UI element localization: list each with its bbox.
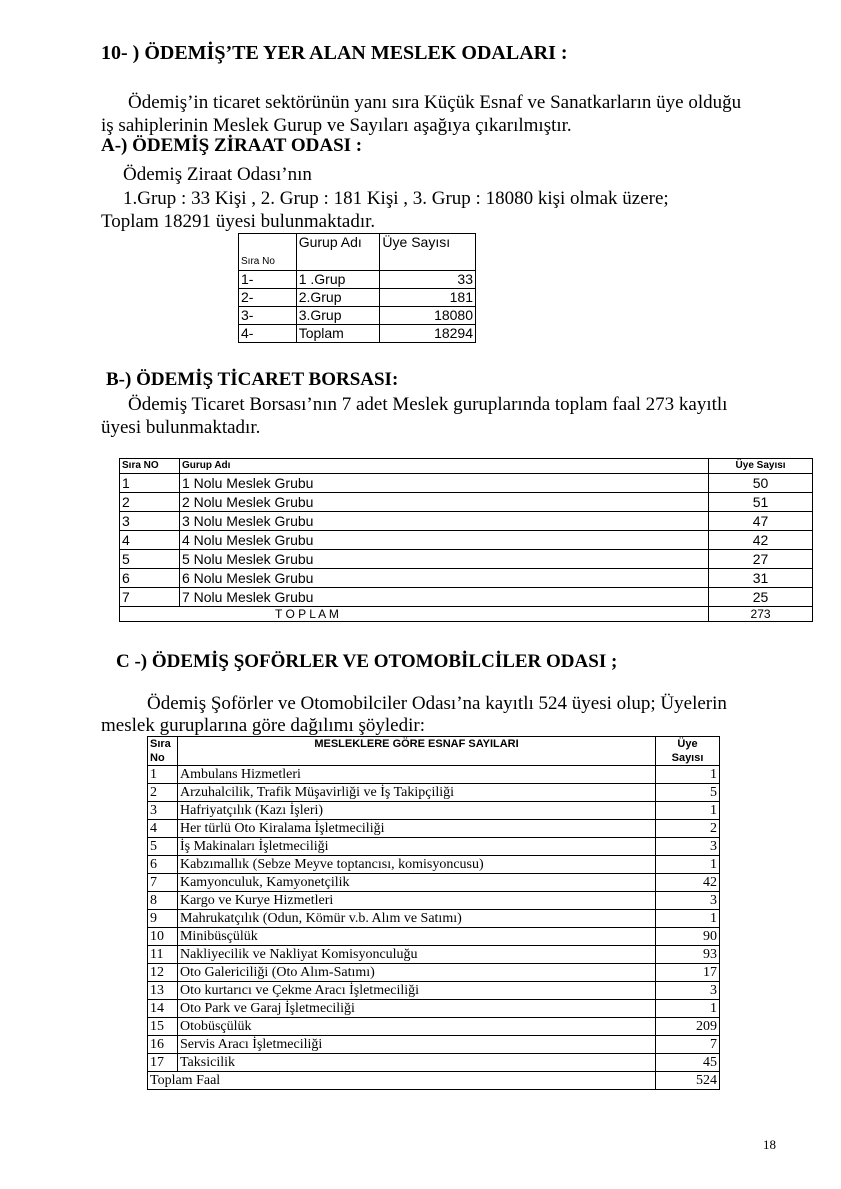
table-row <box>148 892 720 910</box>
row-no: 17 <box>148 1054 178 1072</box>
section-b-line-2: üyesi bulunmaktadır. <box>101 417 261 438</box>
row-count: 45 <box>656 1054 720 1072</box>
row-count: 18294 <box>380 325 476 343</box>
row-no: 2 <box>148 784 178 802</box>
row-group: 4 Nolu Meslek Grubu <box>179 531 708 550</box>
table-row <box>148 820 720 838</box>
row-count: 7 <box>656 1036 720 1054</box>
header-meslek: MESLEKLERE GÖRE ESNAF SAYILARI <box>177 737 655 766</box>
row-no: 9 <box>148 910 178 928</box>
table-row <box>120 474 813 493</box>
table-row <box>148 1000 720 1018</box>
row-group: 1 .Grup <box>296 271 380 289</box>
table-row <box>148 964 720 982</box>
header-gurup-adi: Gurup Adı <box>179 459 708 474</box>
table-total-row <box>120 607 813 622</box>
table-row <box>120 493 813 512</box>
section-a-line-1: Ödemiş Ziraat Odası’nın <box>123 164 312 185</box>
row-no: 4 <box>148 820 178 838</box>
table-row <box>148 928 720 946</box>
section-a-line-2: 1.Grup : 33 Kişi , 2. Grup : 181 Kişi , 3. Grup : 18080 kişi olmak üzere; <box>123 188 669 209</box>
table-row <box>148 910 720 928</box>
row-group: 7 Nolu Meslek Grubu <box>179 588 708 607</box>
row-group: Oto Galericiliği (Oto Alım-Satımı) <box>177 964 655 982</box>
row-group: Kabzımallık (Sebze Meyve toptancısı, komisyoncusu) <box>177 856 655 874</box>
header-sira-no: Sıra No <box>239 234 297 271</box>
table-header-row <box>148 737 720 766</box>
row-count: 17 <box>656 964 720 982</box>
row-group: Oto Park ve Garaj İşletmeciliği <box>177 1000 655 1018</box>
row-group: Servis Aracı İşletmeciliği <box>177 1036 655 1054</box>
table-row <box>148 982 720 1000</box>
row-count: 3 <box>656 982 720 1000</box>
row-no: 15 <box>148 1018 178 1036</box>
row-count: 1 <box>656 1000 720 1018</box>
row-group: 5 Nolu Meslek Grubu <box>179 550 708 569</box>
ticaret-borsasi-table <box>119 458 813 622</box>
row-group: 6 Nolu Meslek Grubu <box>179 569 708 588</box>
row-group: Kargo ve Kurye Hizmetleri <box>177 892 655 910</box>
row-group: Mahrukatçılık (Odun, Kömür v.b. Alım ve Satımı) <box>177 910 655 928</box>
row-no: 10 <box>148 928 178 946</box>
header-sira-no <box>148 737 178 766</box>
row-group: Otobüsçülük <box>177 1018 655 1036</box>
row-no: 5 <box>148 838 178 856</box>
total-label: Toplam Faal <box>148 1072 656 1090</box>
table-row <box>120 512 813 531</box>
table-row <box>120 531 813 550</box>
section-a-heading: A-) ÖDEMİŞ ZİRAAT ODASI : <box>101 135 363 156</box>
row-no: 2 <box>120 493 180 512</box>
header-uye-sayisi: Üye Sayısı <box>380 234 476 271</box>
row-count: 90 <box>656 928 720 946</box>
row-count: 1 <box>656 802 720 820</box>
total-value: 524 <box>656 1072 720 1090</box>
row-group: 3.Grup <box>296 307 380 325</box>
row-group: Arzuhalcilik, Trafik Müşavirliği ve İş Takipçiliği <box>177 784 655 802</box>
header-uye-sayisi <box>656 737 720 766</box>
row-no: 14 <box>148 1000 178 1018</box>
header-sira-no-line-1: Sıra <box>150 738 171 750</box>
section-c-line-2: meslek guruplarına göre dağılımı şöyledir: <box>101 715 425 736</box>
table-row <box>148 1036 720 1054</box>
row-count: 3 <box>656 838 720 856</box>
table-header-row <box>120 459 813 474</box>
table-header-row <box>239 234 476 271</box>
row-group: 1 Nolu Meslek Grubu <box>179 474 708 493</box>
section-c-line-1: Ödemiş Şoförler ve Otomobilciler Odası’na kayıtlı 524 üyesi olup; Üyelerin <box>147 693 727 714</box>
row-group: Hafriyatçılık (Kazı İşleri) <box>177 802 655 820</box>
row-no: 16 <box>148 1036 178 1054</box>
row-count: 1 <box>656 856 720 874</box>
section-b-heading: B-) ÖDEMİŞ TİCARET BORSASI: <box>106 369 399 390</box>
row-count: 42 <box>709 531 813 550</box>
row-no: 6 <box>148 856 178 874</box>
row-count: 1 <box>656 766 720 784</box>
header-gurup-adi: Gurup Adı <box>296 234 380 271</box>
soforler-odasi-table <box>147 736 720 1090</box>
row-group: İş Makinaları İşletmeciliği <box>177 838 655 856</box>
row-group: 2 Nolu Meslek Grubu <box>179 493 708 512</box>
table-row <box>148 838 720 856</box>
table-row <box>148 1054 720 1072</box>
row-count: 3 <box>656 892 720 910</box>
intro-line-2: iş sahiplerinin Meslek Gurup ve Sayıları aşağıya çıkarılmıştır. <box>101 115 572 136</box>
ziraat-odasi-table <box>238 233 476 343</box>
total-value: 273 <box>709 607 813 622</box>
row-no: 13 <box>148 982 178 1000</box>
row-count: 209 <box>656 1018 720 1036</box>
row-count: 2 <box>656 820 720 838</box>
table-row <box>148 802 720 820</box>
row-group: Toplam <box>296 325 380 343</box>
table-row <box>239 271 476 289</box>
row-group: 3 Nolu Meslek Grubu <box>179 512 708 531</box>
row-count: 50 <box>709 474 813 493</box>
row-no: 3 <box>120 512 180 531</box>
row-group: 2.Grup <box>296 289 380 307</box>
row-group: Ambulans Hizmetleri <box>177 766 655 784</box>
page-number: 18 <box>763 1137 776 1152</box>
table-row <box>120 550 813 569</box>
intro-line-1: Ödemiş’in ticaret sektörünün yanı sıra Küçük Esnaf ve Sanatkarların üye olduğu <box>128 92 742 113</box>
row-group: Minibüsçülük <box>177 928 655 946</box>
row-no: 1 <box>148 766 178 784</box>
row-no: 4- <box>239 325 297 343</box>
page-title: 10- ) ÖDEMİŞ’TE YER ALAN MESLEK ODALARI : <box>101 42 568 64</box>
row-count: 27 <box>709 550 813 569</box>
table-row <box>148 874 720 892</box>
row-no: 8 <box>148 892 178 910</box>
header-sira-no: Sıra NO <box>120 459 180 474</box>
header-sira-no-line-2: No <box>150 752 165 764</box>
row-no: 2- <box>239 289 297 307</box>
row-no: 12 <box>148 964 178 982</box>
table-row <box>239 307 476 325</box>
row-count: 5 <box>656 784 720 802</box>
row-count: 31 <box>709 569 813 588</box>
table-row <box>148 856 720 874</box>
table-row <box>148 784 720 802</box>
row-no: 6 <box>120 569 180 588</box>
total-label: T O P L A M <box>120 607 709 622</box>
row-group: Oto kurtarıcı ve Çekme Aracı İşletmeciliği <box>177 982 655 1000</box>
row-group: Nakliyecilik ve Nakliyat Komisyonculuğu <box>177 946 655 964</box>
row-group: Her türlü Oto Kiralama İşletmeciliği <box>177 820 655 838</box>
table-row <box>120 588 813 607</box>
section-c-heading: C -) ÖDEMİŞ ŞOFÖRLER VE OTOMOBİLCİLER ODASI ; <box>116 651 618 672</box>
row-count: 25 <box>709 588 813 607</box>
row-no: 1- <box>239 271 297 289</box>
table-row <box>120 569 813 588</box>
row-no: 11 <box>148 946 178 964</box>
table-row <box>239 325 476 343</box>
table-total-row <box>148 1072 720 1090</box>
row-count: 18080 <box>380 307 476 325</box>
table-row <box>239 289 476 307</box>
row-no: 1 <box>120 474 180 493</box>
row-count: 1 <box>656 910 720 928</box>
header-uye-sayisi: Üye Sayısı <box>709 459 813 474</box>
section-b-line-1: Ödemiş Ticaret Borsası’nın 7 adet Meslek guruplarında toplam faal 273 kayıtlı <box>128 394 728 415</box>
row-no: 3- <box>239 307 297 325</box>
row-no: 3 <box>148 802 178 820</box>
table-row <box>148 1018 720 1036</box>
row-count: 47 <box>709 512 813 531</box>
row-group: Kamyonculuk, Kamyonetçilik <box>177 874 655 892</box>
row-no: 4 <box>120 531 180 550</box>
row-no: 5 <box>120 550 180 569</box>
row-no: 7 <box>148 874 178 892</box>
row-no: 7 <box>120 588 180 607</box>
table-row <box>148 766 720 784</box>
row-count: 42 <box>656 874 720 892</box>
row-count: 51 <box>709 493 813 512</box>
row-group: Taksicilik <box>177 1054 655 1072</box>
header-uye-line-1: Üye <box>677 738 698 750</box>
row-count: 181 <box>380 289 476 307</box>
row-count: 93 <box>656 946 720 964</box>
row-count: 33 <box>380 271 476 289</box>
table-row <box>148 946 720 964</box>
header-uye-line-2: Sayısı <box>671 752 704 764</box>
section-a-line-3: Toplam 18291 üyesi bulunmaktadır. <box>101 211 376 232</box>
